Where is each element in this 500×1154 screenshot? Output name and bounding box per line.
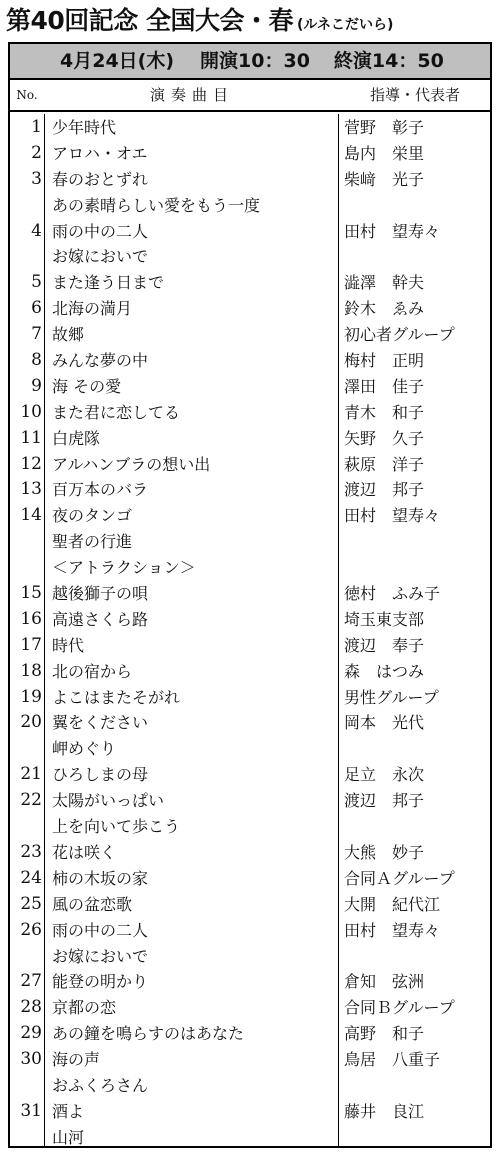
leader-name: 梅村 正明 [344, 351, 425, 371]
table-row [10, 762, 490, 788]
leader-name: 倉知 弦洲 [344, 972, 425, 992]
leader-name: 島内 栄里 [344, 143, 425, 163]
table-row [10, 918, 490, 944]
table-row [10, 555, 490, 581]
song-title: 夜のタンゴ [52, 506, 133, 526]
row-number: 24 [20, 867, 42, 888]
row-number: 5 [31, 272, 42, 293]
table-row [10, 788, 490, 814]
song-title: 山河 [52, 1127, 85, 1147]
table-row [10, 1099, 490, 1125]
table-row [10, 322, 490, 348]
leader-name: 田村 望寿々 [344, 506, 441, 526]
row-number: 11 [20, 427, 42, 448]
table-row [10, 219, 490, 245]
song-title: 翼をください [52, 713, 149, 733]
table-row [10, 1021, 490, 1047]
song-title: 能登の明かり [52, 972, 149, 992]
table-row [10, 115, 490, 141]
row-number: 22 [20, 790, 42, 811]
table-row [10, 633, 490, 659]
song-title: 高遠さくら路 [52, 609, 149, 629]
song-title: 聖者の行進 [52, 532, 133, 552]
row-number: 29 [20, 1023, 42, 1044]
leader-name: 渡辺 邦子 [344, 791, 425, 811]
table-row [10, 167, 490, 193]
song-title: お嫁においで [52, 946, 149, 966]
date-bar [10, 44, 490, 80]
song-title: よこはまたそがれ [52, 687, 181, 707]
song-title: 少年時代 [52, 118, 117, 137]
table-row [10, 659, 490, 685]
row-number: 14 [20, 505, 42, 526]
table-row [10, 814, 490, 840]
song-title: 海の声 [52, 1050, 101, 1070]
leader-name: 矢野 久子 [344, 428, 425, 448]
leader-name: 初心者グループ [344, 325, 455, 345]
table-row [10, 503, 490, 529]
row-number: 4 [31, 220, 42, 241]
song-title: 春のおとずれ [52, 169, 149, 189]
leader-name: 菅野 彰子 [344, 118, 425, 137]
table-row [10, 1125, 490, 1151]
table-row [10, 452, 490, 478]
table-row [10, 270, 490, 296]
song-title: 北海の満月 [52, 299, 133, 319]
leader-name: 田村 望寿々 [344, 920, 441, 940]
leader-name: 鈴木 ゑみ [344, 299, 425, 319]
header-no: No. [16, 88, 38, 102]
leader-name: 澁澤 幹夫 [344, 273, 425, 293]
leader-name: 青木 和子 [344, 402, 425, 422]
leader-name: 高野 和子 [344, 1024, 425, 1044]
row-number: 12 [20, 453, 42, 474]
song-title: 雨の中の二人 [52, 221, 149, 241]
table-row [10, 685, 490, 711]
row-number: 20 [20, 712, 42, 733]
table-row [10, 141, 490, 167]
table-row [10, 866, 490, 892]
leader-name: 萩原 洋子 [344, 454, 425, 474]
song-title: アロハ・オエ [52, 143, 148, 163]
row-number: 15 [20, 583, 42, 604]
page-title: 第40回記念 全国大会・春 [6, 6, 293, 35]
program-table [8, 42, 492, 1148]
leader-name: 男性グループ [344, 687, 439, 707]
song-title: 雨の中の二人 [52, 920, 149, 940]
leader-name: 柴﨑 光子 [344, 169, 425, 189]
leader-name: 合同Ｂグループ [344, 998, 455, 1018]
table-row [10, 736, 490, 762]
song-title: 海 その愛 [52, 376, 122, 396]
table-header [10, 80, 490, 112]
leader-name: 渡辺 奉子 [344, 635, 425, 655]
header-leader: 指導・代表者 [369, 86, 460, 104]
venue-label: (ルネこだいら) [297, 17, 394, 33]
open-time: 開演10：30 [200, 50, 310, 72]
leader-name: 藤井 良江 [344, 1101, 425, 1121]
row-number: 2 [31, 142, 42, 163]
leader-name: 大開 紀代江 [344, 894, 441, 914]
table-row [10, 944, 490, 970]
song-title: おふくろさん [52, 1075, 149, 1095]
close-time: 終演14：50 [333, 50, 444, 72]
row-number: 28 [20, 997, 42, 1018]
row-number: 17 [20, 634, 42, 655]
table-row [10, 995, 490, 1021]
song-title: お嫁においで [52, 247, 149, 267]
row-number: 13 [20, 479, 42, 500]
program-rows [10, 112, 490, 1151]
song-title: 太陽がいっぱい [52, 791, 165, 811]
leader-name: 田村 望寿々 [344, 221, 441, 241]
table-row [10, 529, 490, 555]
song-title: 百万本のバラ [52, 480, 149, 500]
table-row [10, 1073, 490, 1099]
table-row [10, 1047, 490, 1073]
song-title: また君に恋してる [52, 402, 181, 422]
event-date: 4月24日(木) [60, 50, 175, 72]
row-number: 8 [31, 350, 42, 371]
table-row [10, 400, 490, 426]
leader-name: 渡辺 邦子 [344, 480, 425, 500]
song-title: 北の宿から [52, 661, 133, 681]
leader-name: 足立 永次 [344, 765, 425, 785]
table-row [10, 969, 490, 995]
song-title: 故郷 [52, 325, 85, 345]
song-title: 風の盆恋歌 [52, 894, 133, 914]
row-number: 27 [20, 971, 42, 992]
song-title: 上を向いて歩こう [52, 817, 181, 837]
table-row [10, 426, 490, 452]
leader-name: 徳村 ふみ子 [344, 584, 441, 604]
song-title: あの素晴らしい愛をもう一度 [52, 195, 261, 215]
song-title: 時代 [52, 635, 85, 655]
leader-name: 澤田 佳子 [344, 376, 425, 396]
row-number: 6 [31, 298, 42, 319]
table-row [10, 374, 490, 400]
leader-name: 森 はつみ [344, 661, 425, 681]
row-number: 21 [20, 764, 42, 785]
song-title: 柿の木坂の家 [52, 868, 149, 888]
leader-name: 鳥居 八重子 [344, 1050, 441, 1070]
table-row [10, 296, 490, 322]
song-title: 花は咲く [52, 842, 117, 862]
row-number: 16 [20, 608, 42, 629]
song-title: 酒よ [52, 1101, 85, 1121]
row-number: 9 [31, 375, 42, 396]
row-number: 30 [20, 1049, 42, 1070]
header-song: 演奏曲目 [149, 86, 234, 104]
row-number: 18 [20, 660, 42, 681]
leader-name: 大熊 妙子 [344, 842, 425, 862]
leader-name: 岡本 光代 [344, 713, 425, 733]
row-number: 19 [20, 686, 42, 707]
song-title: 京都の恋 [52, 998, 117, 1018]
table-row [10, 607, 490, 633]
table-row [10, 710, 490, 736]
table-row [10, 892, 490, 918]
song-title: ひろしまの母 [52, 765, 149, 785]
table-row [10, 581, 490, 607]
row-number: 1 [31, 117, 42, 137]
song-title: また逢う日まで [52, 273, 165, 293]
row-number: 3 [31, 168, 42, 189]
table-row [10, 193, 490, 219]
song-title: 越後獅子の唄 [52, 584, 149, 604]
row-number: 7 [31, 324, 42, 345]
leader-name: 埼玉東支部 [344, 609, 425, 629]
song-title: あの鐘を鳴らすのはあなた [52, 1024, 245, 1044]
row-number: 26 [20, 919, 42, 940]
table-row [10, 244, 490, 270]
row-number: 25 [20, 893, 42, 914]
song-title: みんな夢の中 [52, 351, 149, 371]
title-line [6, 4, 393, 38]
table-row [10, 840, 490, 866]
song-title: アルハンブラの想い出 [52, 454, 211, 474]
leader-name: 合同Ａグループ [344, 868, 455, 888]
table-row [10, 348, 490, 374]
song-title: ＜アトラクション＞ [52, 558, 196, 578]
row-number: 23 [20, 841, 42, 862]
row-number: 10 [20, 401, 42, 422]
song-title: 白虎隊 [52, 428, 101, 448]
table-row [10, 477, 490, 503]
song-title: 岬めぐり [52, 739, 117, 759]
row-number: 31 [20, 1100, 42, 1121]
